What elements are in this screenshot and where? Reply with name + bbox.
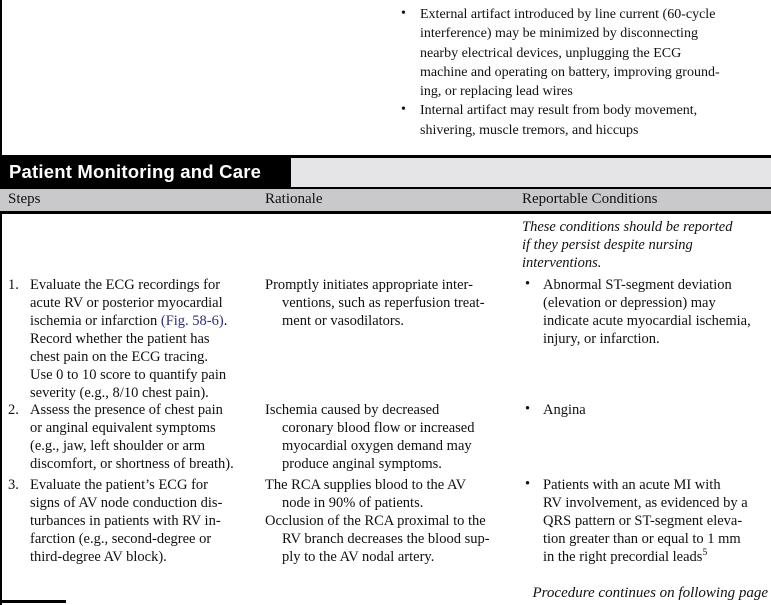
text-line: ply to the AV nodal artery. <box>282 549 435 565</box>
text-line: Angina <box>543 402 586 418</box>
list-item <box>522 401 771 419</box>
text-line: node in 90% of patients. <box>282 495 424 511</box>
figure-reference-link[interactable]: (Fig. 58-6) <box>160 313 224 329</box>
bullet-icon: • <box>401 6 406 21</box>
text-line: third-degree AV block). <box>30 549 167 565</box>
text-segment: ischemia or infarction <box>30 313 161 329</box>
text-line: QRS pattern or ST-segment eleva- <box>543 513 743 529</box>
text-line: Evaluate the ECG recordings for <box>30 277 221 293</box>
bullet-icon: • <box>525 401 531 417</box>
list-item <box>522 276 771 348</box>
text-line: Evaluate the patient’s ECG for <box>30 477 208 493</box>
text-line: coronary blood flow or increased <box>282 420 475 436</box>
step-number: 2. <box>8 402 19 418</box>
text-line <box>543 548 771 566</box>
text-line: These conditions should be reported <box>522 219 733 235</box>
text-line: RV involvement, as evidenced by a <box>543 495 748 511</box>
text-segment: in the right precordial leads <box>543 549 703 565</box>
bullet-icon: • <box>401 102 406 118</box>
text-line: The RCA supplies blood to the AV <box>265 477 467 493</box>
steps-cell <box>8 401 264 473</box>
rationale-cell <box>265 476 521 566</box>
bullet-text <box>543 476 771 566</box>
column-header-steps: Steps <box>8 191 41 207</box>
reportable-cell <box>522 276 771 348</box>
reportable-cell <box>522 476 771 566</box>
rationale-cell <box>265 401 521 473</box>
reportable-cell <box>522 401 771 419</box>
text-line: acute RV or posterior myocardial <box>30 295 223 311</box>
text-line: Use 0 to 10 score to quantify pain <box>30 367 227 383</box>
bullet-text <box>543 276 771 348</box>
text-line: ing, or replacing lead wires <box>420 84 573 100</box>
text-line: severity (e.g., 8/10 chest pain). <box>30 385 209 401</box>
text-line: Patients with an acute MI with <box>543 477 721 493</box>
list-item <box>522 476 771 566</box>
step-text <box>30 476 264 566</box>
text-line: nearby electrical devices, unplugging the ECG <box>420 45 682 61</box>
text-line: ment or vasodilators. <box>282 313 405 329</box>
text-segment: . <box>223 313 228 329</box>
footnote-reference: 5 <box>702 548 708 559</box>
text-line: injury, or infarction. <box>543 331 660 347</box>
text-line: (e.g., jaw, left shoulder or arm <box>30 438 206 454</box>
step-number: 1. <box>8 277 19 293</box>
text-line: indicate acute myocardial ischemia, <box>543 313 751 329</box>
text-line <box>30 312 264 330</box>
column-header-rationale: Rationale <box>265 191 323 207</box>
text-line: produce anginal symptoms. <box>282 456 442 472</box>
text-line: ventions, such as reperfusion treat- <box>282 295 485 311</box>
text-line: (elevation or depression) may <box>543 295 716 311</box>
text-line: turbances in patients with RV in- <box>30 513 221 529</box>
bullet-text <box>543 401 771 419</box>
text-line: Abnormal ST-segment deviation <box>543 277 732 293</box>
step-text <box>30 401 264 473</box>
text-line: Occlusion of the RCA proximal to the <box>265 513 486 529</box>
bullet-icon: • <box>525 276 531 292</box>
text-line: Promptly initiates appropriate inter- <box>265 277 473 293</box>
text-line: chest pain on the ECG tracing. <box>30 349 208 365</box>
text-line: machine and operating on battery, improving ground- <box>420 64 720 80</box>
reportable-conditions-note <box>522 218 733 272</box>
text-line: External artifact introduced by line current (60-cycle <box>420 7 716 22</box>
text-line: interference) may be minimized by disconnecting <box>420 26 698 42</box>
text-line: tion greater than or equal to 1 mm <box>543 531 741 547</box>
text-line: interventions. <box>522 255 602 271</box>
text-line: myocardial oxygen demand may <box>282 438 472 454</box>
text-line: Assess the presence of chest pain <box>30 402 223 418</box>
step-number: 3. <box>8 477 19 493</box>
text-line: farction (e.g., second-degree or <box>30 531 212 547</box>
text-line: Ischemia caused by decreased <box>265 402 440 418</box>
rationale-cell <box>265 276 521 330</box>
procedure-continuation-note: Procedure continues on following page <box>532 585 768 601</box>
text-line: if they persist despite nursing <box>522 237 693 253</box>
text-line: or anginal equivalent symptoms <box>30 420 216 436</box>
steps-cell <box>8 476 264 566</box>
steps-cell <box>8 276 264 402</box>
section-title: Patient Monitoring and Care <box>9 161 262 182</box>
text-line: discomfort, or shortness of breath). <box>30 456 234 472</box>
text-line: Internal artifact may result from body movement, <box>420 103 698 119</box>
text-line: Record whether the patient has <box>30 331 210 347</box>
step-text <box>30 276 264 402</box>
text-line: RV branch decreases the blood sup- <box>282 531 490 547</box>
text-line: signs of AV node conduction dis- <box>30 495 223 511</box>
column-header-reportable-conditions: Reportable Conditions <box>522 191 658 207</box>
text-line: shivering, muscle tremors, and hiccups <box>420 122 639 138</box>
bullet-icon: • <box>525 476 531 492</box>
